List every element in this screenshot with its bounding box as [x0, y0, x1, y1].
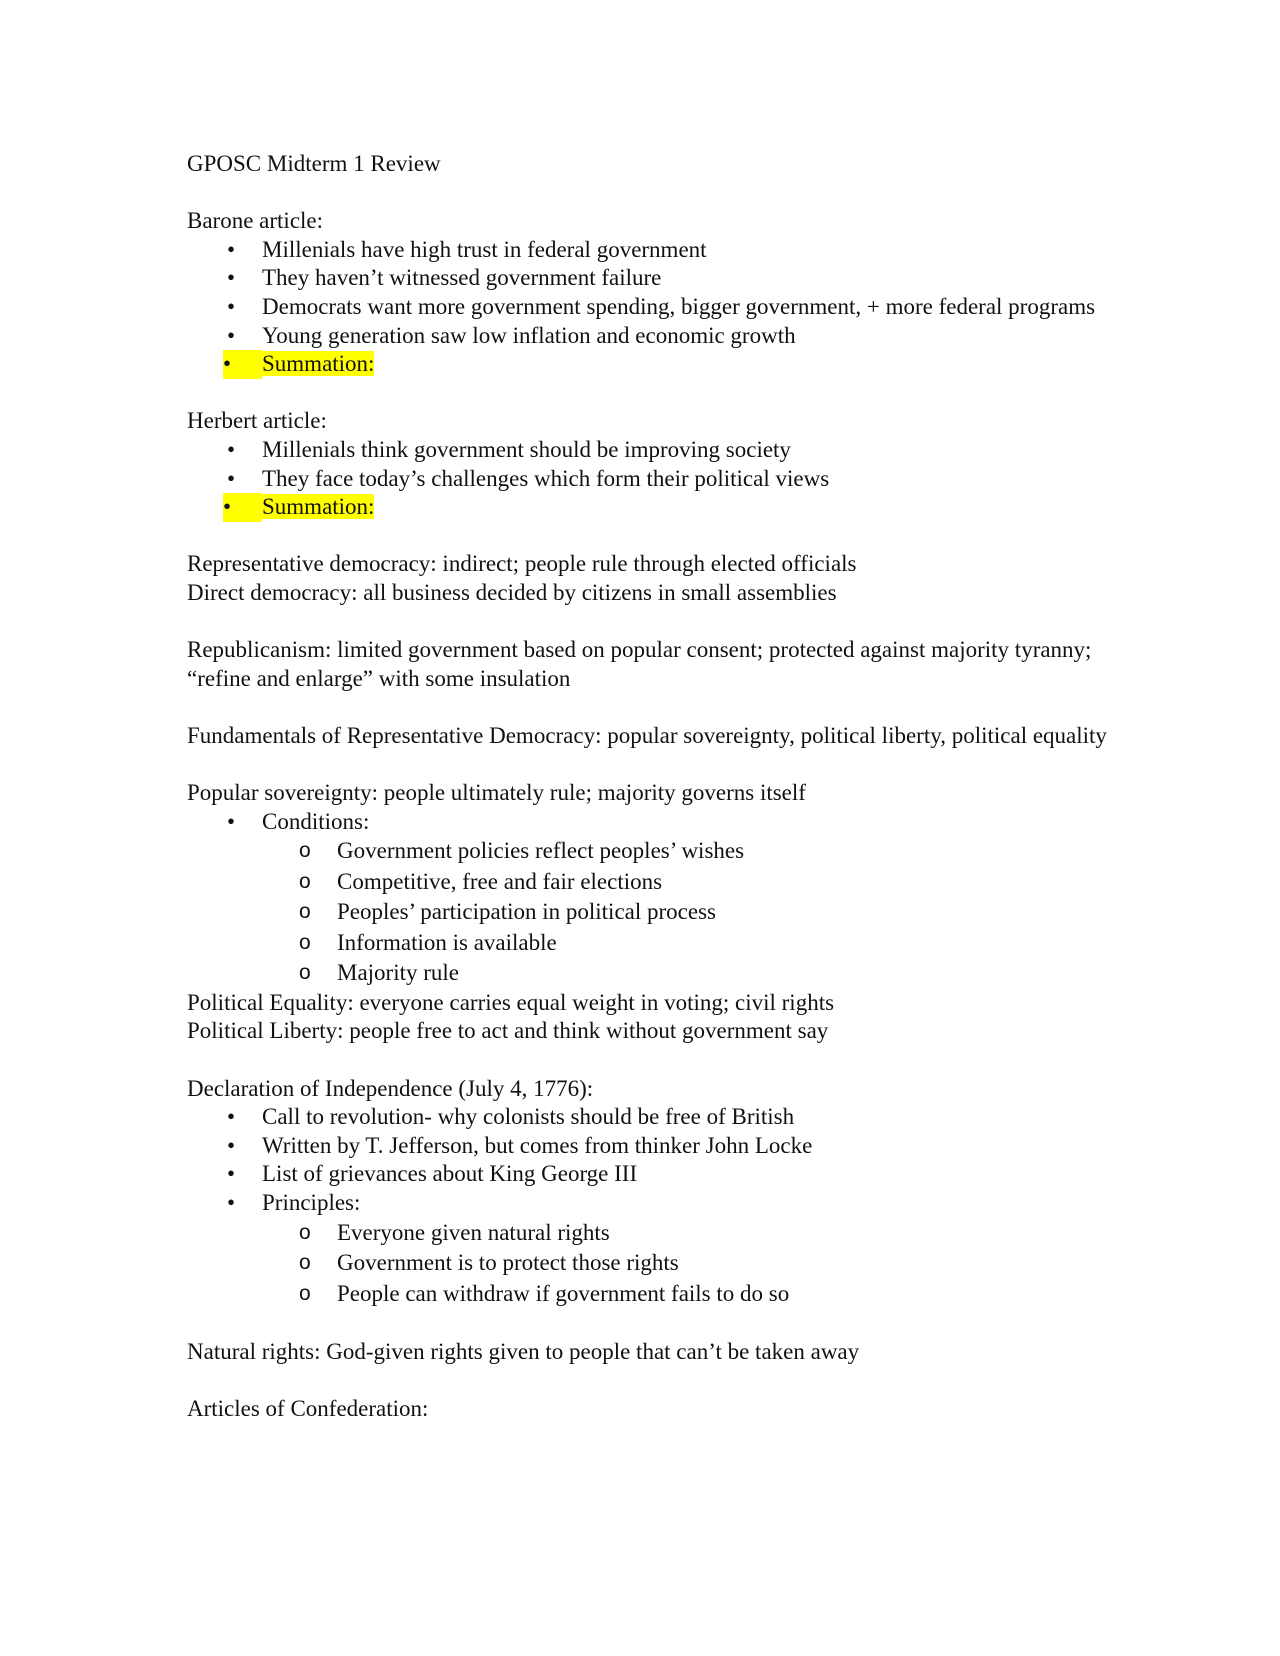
- list-item-text: They haven’t witnessed government failure: [262, 265, 662, 291]
- spacer: [187, 693, 1107, 722]
- bullet-icon: •: [226, 465, 236, 491]
- spacer: [187, 522, 1107, 551]
- political-equality: Political Equality: everyone carries equal weight in voting; civil rights: [187, 989, 835, 1015]
- spacer: [187, 1309, 1107, 1338]
- spacer: [187, 608, 1107, 637]
- list-item-text: Written by T. Jefferson, but comes from thinker John Locke: [262, 1132, 813, 1158]
- sub-list-item: [187, 1248, 1107, 1279]
- list-item-summation: [187, 350, 1107, 379]
- sub-list-item-text: Competitive, free and fair elections: [337, 868, 663, 894]
- bullet-icon: •: [226, 1104, 236, 1130]
- circle-bullet-icon: o: [299, 839, 311, 863]
- list-item-text: Young generation saw low inflation and economic growth: [262, 322, 796, 348]
- spacer: [187, 179, 1107, 208]
- list-item: [187, 1189, 1107, 1218]
- direct-democracy: Direct democracy: all business decided by citizens in small assemblies: [187, 579, 837, 605]
- list-item-text: They face today’s challenges which form their political views: [262, 465, 830, 491]
- bullet-icon: •: [226, 1132, 236, 1158]
- herbert-summation: Summation:: [262, 494, 375, 520]
- sub-list-item-text: Peoples’ participation in political process: [337, 899, 716, 925]
- sub-list-item-text: People can withdraw if government fails to do so: [337, 1280, 790, 1306]
- spacer: [187, 1366, 1107, 1395]
- circle-bullet-icon: o: [299, 900, 311, 924]
- conditions-label: Conditions:: [262, 808, 370, 834]
- bullet-icon: •: [226, 322, 236, 348]
- document-page: [187, 150, 1107, 1423]
- bullet-icon: •: [226, 236, 236, 262]
- list-item-text: List of grievances about King George III: [262, 1161, 638, 1187]
- principles-sublist: [187, 1218, 1107, 1310]
- barone-summation: Summation:: [262, 351, 375, 377]
- spacer: [187, 379, 1107, 408]
- list-item: [187, 808, 1107, 837]
- representative-democracy: Representative democracy: indirect; people rule through elected officials: [187, 551, 857, 577]
- circle-bullet-icon: o: [299, 869, 311, 893]
- declaration-heading: Declaration of Independence (July 4, 1776):: [187, 1075, 594, 1101]
- republicanism: Republicanism: limited government based on popular consent; protected against majority tyranny; “refine and enlarge” with some insulation: [187, 637, 1092, 691]
- articles-of-confederation: Articles of Confederation:: [187, 1395, 429, 1421]
- sub-list-item-text: Government policies reflect peoples’ wishes: [337, 838, 745, 864]
- document-title: GPOSC Midterm 1 Review: [187, 151, 441, 176]
- sub-list-item: [187, 867, 1107, 898]
- principles-label: Principles:: [262, 1189, 361, 1215]
- herbert-heading: Herbert article:: [187, 408, 327, 434]
- sub-list-item: [187, 1218, 1107, 1249]
- circle-bullet-icon: o: [299, 961, 311, 985]
- list-item: [187, 264, 1107, 293]
- list-item: [187, 293, 1107, 322]
- sub-list-item: [187, 836, 1107, 867]
- list-item: [187, 322, 1107, 351]
- conditions-sublist: [187, 836, 1107, 989]
- fundamentals: Fundamentals of Representative Democracy: popular sovereignty, political liberty, political equality: [187, 722, 1107, 748]
- list-item-text: Call to revolution- why colonists should be free of British: [262, 1104, 795, 1130]
- bullet-icon: •: [226, 1189, 236, 1215]
- list-item-summation: [187, 493, 1107, 522]
- list-item: [187, 465, 1107, 494]
- sub-list-item-text: Majority rule: [337, 960, 459, 986]
- bullet-icon: •: [226, 436, 236, 462]
- list-item: [187, 1132, 1107, 1161]
- popular-sovereignty: Popular sovereignty: people ultimately rule; majority governs itself: [187, 780, 806, 806]
- sub-list-item-text: Everyone given natural rights: [337, 1219, 610, 1245]
- circle-bullet-icon: o: [299, 1281, 311, 1305]
- barone-heading: Barone article:: [187, 208, 324, 234]
- list-item-text: Millenials think government should be improving society: [262, 436, 791, 462]
- list-item: [187, 236, 1107, 265]
- bullet-icon: •: [226, 265, 236, 291]
- list-item: [187, 1160, 1107, 1189]
- list-item-text: Democrats want more government spending, bigger government, + more federal programs: [262, 293, 1096, 319]
- spacer: [187, 1046, 1107, 1075]
- bullet-icon: •: [223, 493, 262, 522]
- herbert-list: [187, 436, 1107, 522]
- sub-list-item: [187, 897, 1107, 928]
- sub-list-item-text: Information is available: [337, 929, 557, 955]
- bullet-icon: •: [226, 808, 236, 834]
- bullet-icon: •: [223, 350, 262, 379]
- circle-bullet-icon: o: [299, 930, 311, 954]
- spacer: [187, 750, 1107, 779]
- sub-list-item: [187, 958, 1107, 989]
- list-item-text: Millenials have high trust in federal government: [262, 236, 707, 262]
- bullet-icon: •: [226, 1161, 236, 1187]
- sub-list-item-text: Government is to protect those rights: [337, 1250, 679, 1275]
- circle-bullet-icon: o: [299, 1220, 311, 1244]
- political-liberty: Political Liberty: people free to act and think without government say: [187, 1018, 829, 1044]
- list-item: [187, 436, 1107, 465]
- declaration-list: [187, 1103, 1107, 1217]
- conditions-list: [187, 808, 1107, 837]
- sub-list-item: [187, 928, 1107, 959]
- list-item: [187, 1103, 1107, 1132]
- barone-list: [187, 236, 1107, 379]
- bullet-icon: •: [226, 293, 236, 319]
- sub-list-item: [187, 1279, 1107, 1310]
- natural-rights: Natural rights: God-given rights given to people that can’t be taken away: [187, 1338, 860, 1364]
- circle-bullet-icon: o: [299, 1251, 311, 1274]
